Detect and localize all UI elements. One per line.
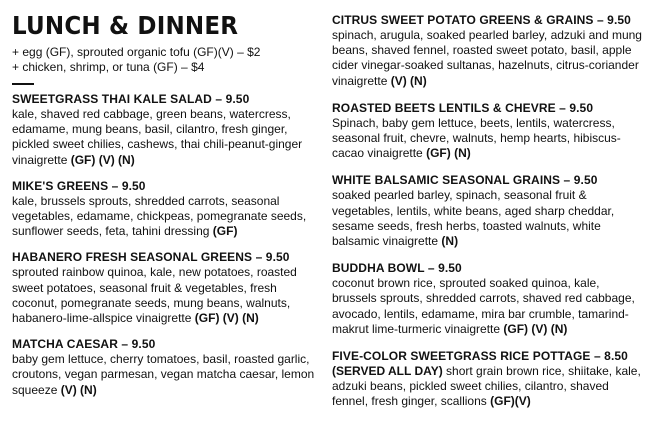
section-divider (12, 83, 34, 85)
item-price: 9.50 (438, 261, 462, 276)
item-tags: (V) (N) (390, 73, 427, 88)
item-description: spinach, arugula, soaked pearled barley, adzuki and mung beans, shaved fennel, roasted sweet potato, basil, apple cider vinegar-soaked sultanas, hazelnuts, citrus-coriander vinaigrette (332, 28, 642, 88)
item-description: sprouted rainbow quinoa, kale, new potatoes, roasted sweet potatoes, seasonal fruit & vegetables, fresh coconut, pomegranate seeds, mung beans, walnuts, habanero-lime-allspice vinaigrette (12, 265, 297, 326)
item-tags: (GF) (V) (N) (70, 152, 135, 167)
item-price: 9.50 (131, 337, 156, 352)
item-name: SWEETGRASS THAI KALE SALAD – (12, 92, 223, 106)
item-tags: (GF)(V) (490, 394, 531, 409)
addon-line-2: + chicken, shrimp, or tuna (GF) – $4 (12, 60, 205, 74)
item-price: 9.50 (265, 250, 290, 265)
left-column (12, 0, 320, 409)
item-tags: (N) (441, 234, 459, 249)
item-note: (SERVED ALL DAY) (332, 364, 443, 379)
menu-item-roasted-beets (332, 101, 644, 162)
item-name: FIVE-COLOR SWEETGRASS RICE POTTAGE – (332, 349, 601, 364)
item-description: soaked pearled barley, spinach, seasonal fruit & vegetables, lentils, white beans, aged sharp cheddar, sesame seeds, fresh herbs, toasted walnuts, white balsamic vinaigrette (332, 188, 615, 249)
item-name: WHITE BALSAMIC SEASONAL GRAINS – (332, 173, 571, 188)
item-description: baby gem lettuce, cherry tomatoes, basil, roasted garlic, croutons, vegan parmesan, vegan matcha caesar, lemon squeeze (12, 352, 315, 397)
item-name: CITRUS SWEET POTATO GREENS & GRAINS – (332, 13, 604, 27)
item-tags: (GF) (212, 224, 238, 239)
item-description: coconut brown rice, sprouted soaked quinoa, kale, brussels sprouts, shredded carrots, shaved red cabbage, avocado, lentils, edamame, mira bar crumble, tamarind-makrut lime-turmeric vinaigrette (332, 276, 635, 336)
item-tags: (GF) (V) (N) (503, 321, 568, 336)
item-description: short grain brown rice, shiitake, kale, adzuki beans, pickled sweet chilies, cilantro, shaved fennel, fresh ginger, scallions (332, 364, 641, 409)
item-name: MATCHA CAESAR – (12, 337, 129, 352)
item-price: 9.50 (569, 100, 594, 115)
item-tags: (V) (N) (60, 382, 97, 397)
item-price: 9.50 (225, 92, 250, 106)
item-price: 9.50 (573, 173, 598, 188)
menu-item-mikes-greens (12, 179, 320, 240)
menu-item-habanero-greens (12, 250, 320, 326)
right-column (332, 13, 644, 422)
item-tags: (GF) (V) (N) (194, 311, 259, 326)
item-price: 9.50 (121, 178, 146, 193)
menu-item-matcha-caesar (12, 337, 320, 398)
item-name: MIKE'S GREENS – (12, 178, 119, 193)
item-name: ROASTED BEETS LENTILS & CHEVRE – (332, 100, 566, 115)
item-description: kale, shaved red cabbage, green beans, watercress, edamame, mung beans, basil, cilantro, fresh ginger, pickled sweet chilies, cashews, thai chili-peanut-ginger vinaigrette (12, 107, 303, 167)
menu-item-buddha-bowl (332, 261, 644, 337)
page-title: LUNCH & DINNER (12, 11, 239, 40)
addon-line-1: + egg (GF), sprouted organic tofu (GF)(V) – $2 (12, 45, 261, 59)
item-name: BUDDHA BOWL – (332, 261, 435, 276)
menu-item-citrus-sweet-potato (332, 13, 644, 89)
item-tags: (GF) (N) (426, 146, 471, 161)
item-name: HABANERO FRESH SEASONAL GREENS – (12, 250, 263, 265)
menu-item-thai-kale-salad (12, 92, 320, 168)
menu-item-rice-pottage (332, 349, 644, 410)
item-price: 9.50 (607, 13, 631, 27)
item-description: Spinach, baby gem lettuce, beets, lentils, watercress, seasonal fruit, chevre, walnuts, hemp hearts, hibiscus-cacao vinaigrette (332, 115, 621, 161)
item-description: kale, brussels sprouts, shredded carrots, seasonal vegetables, edamame, chickpeas, pomegranate seeds, sunflower seeds, feta, tahini dressing (12, 193, 307, 239)
item-price: 8.50 (604, 349, 628, 364)
menu-item-white-balsamic (332, 173, 644, 249)
